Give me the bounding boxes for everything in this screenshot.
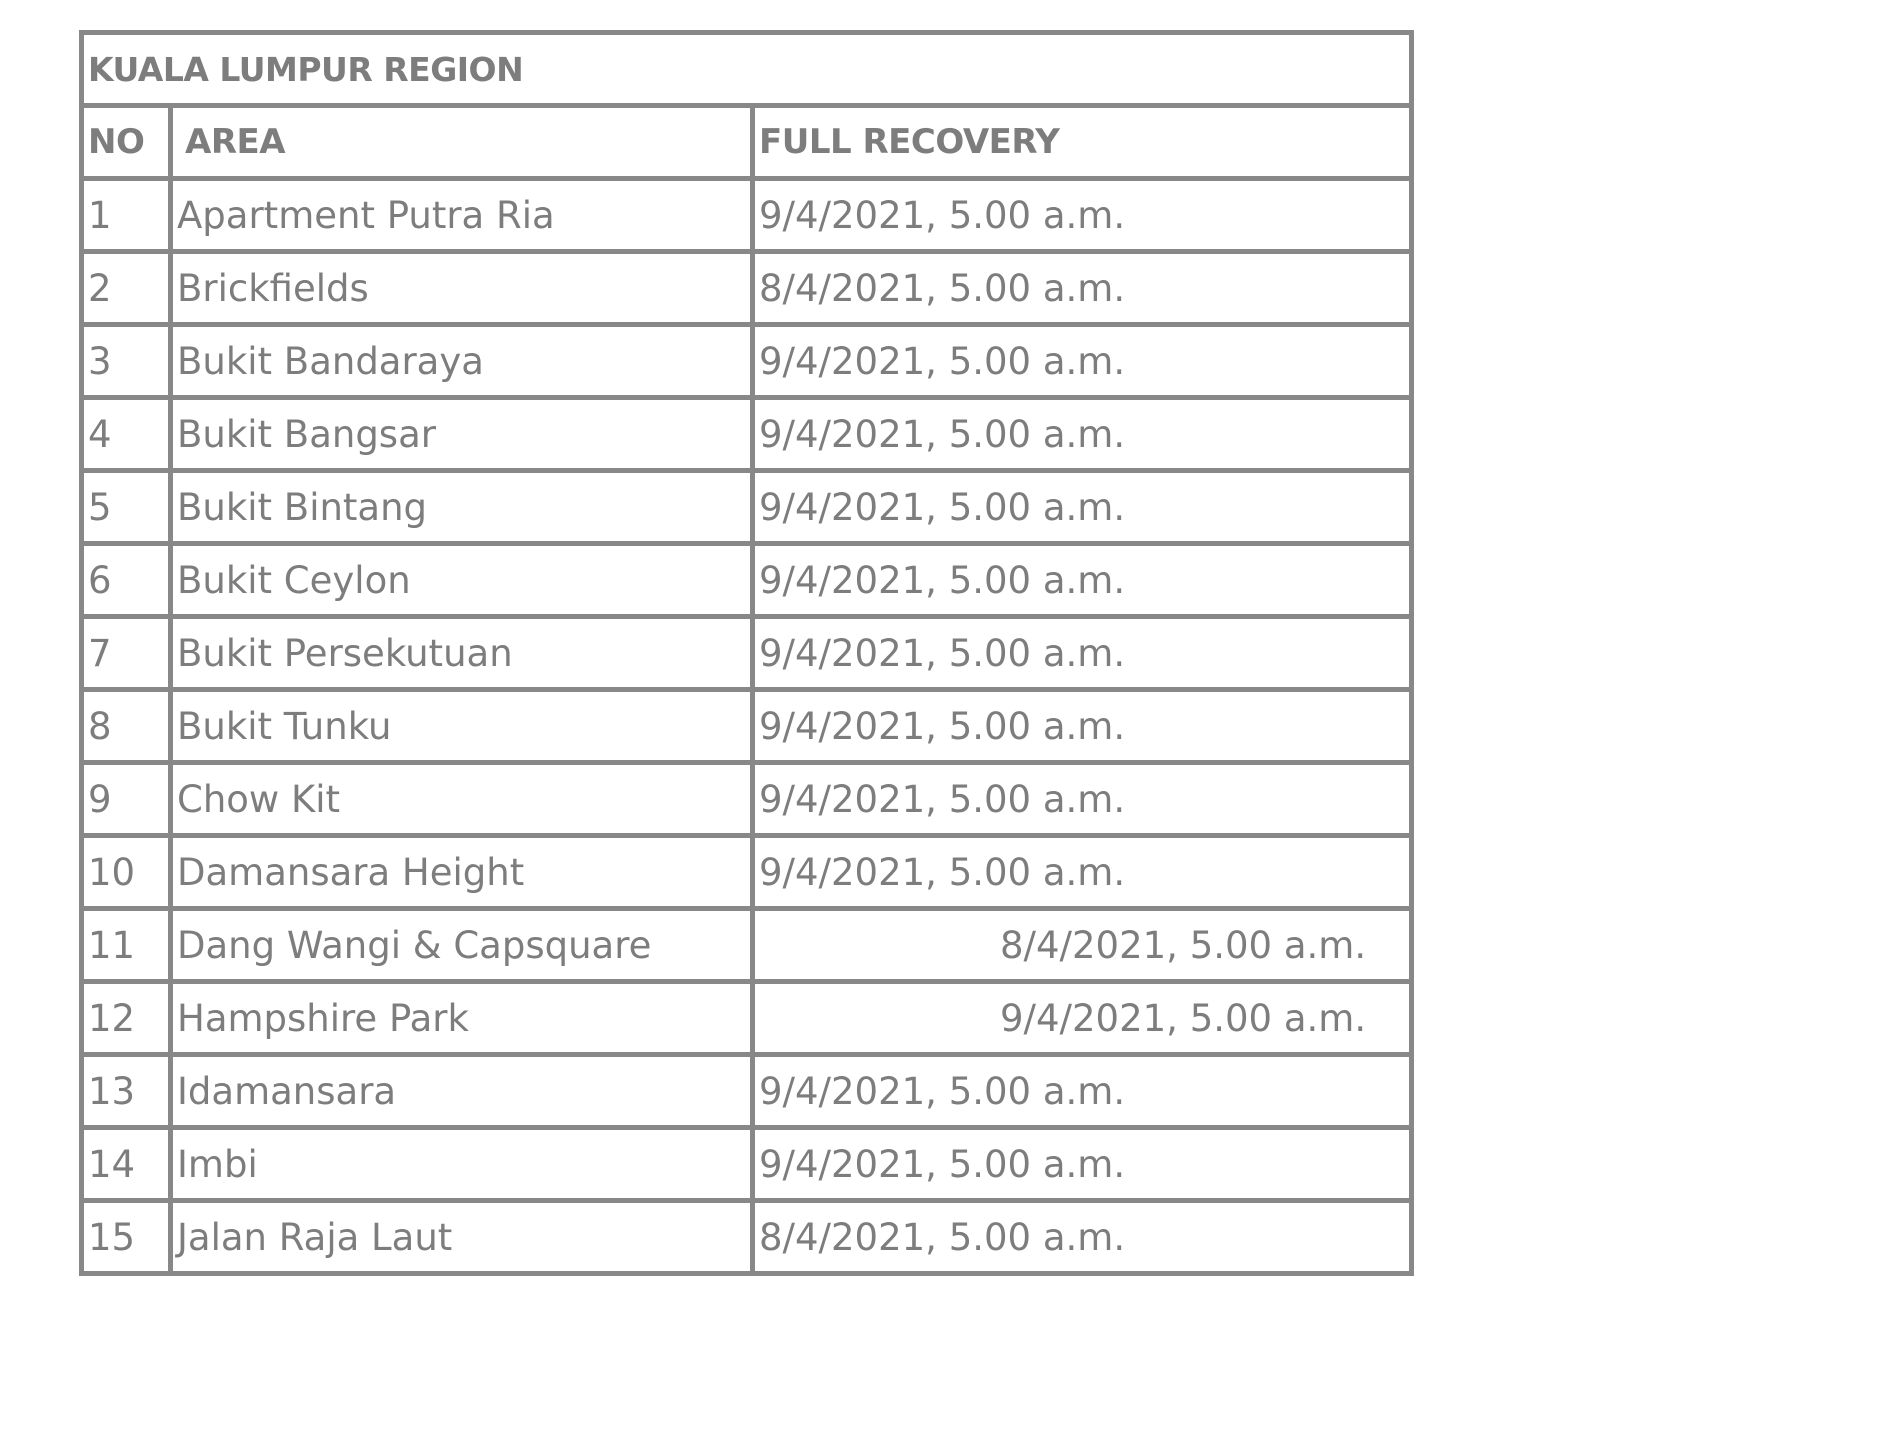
- table-row: [82, 763, 1412, 836]
- area-name: Bukit Bangsar: [171, 398, 753, 471]
- recovery-time: 8/4/2021, 5.00 a.m.: [753, 252, 1412, 325]
- recovery-table: [79, 30, 1414, 1276]
- row-number: 11: [82, 909, 171, 982]
- table-row: [82, 909, 1412, 982]
- recovery-time: 9/4/2021, 5.00 a.m.: [753, 763, 1412, 836]
- column-header-full-recovery: FULL RECOVERY: [753, 106, 1412, 179]
- row-number: 5: [82, 471, 171, 544]
- region-title-row: [82, 33, 1412, 106]
- table-row: [82, 544, 1412, 617]
- area-name: Bukit Ceylon: [171, 544, 753, 617]
- row-number: 13: [82, 1055, 171, 1128]
- recovery-table-container: [79, 30, 1409, 1276]
- table-row: [82, 982, 1412, 1055]
- table-row: [82, 398, 1412, 471]
- table-row: [82, 690, 1412, 763]
- row-number: 3: [82, 325, 171, 398]
- recovery-time: 9/4/2021, 5.00 a.m.: [753, 325, 1412, 398]
- row-number: 1: [82, 179, 171, 252]
- recovery-time: 9/4/2021, 5.00 a.m.: [753, 179, 1412, 252]
- row-number: 6: [82, 544, 171, 617]
- column-header-area: AREA: [171, 106, 753, 179]
- row-number: 8: [82, 690, 171, 763]
- area-name: Jalan Raja Laut: [171, 1201, 753, 1274]
- recovery-time: 8/4/2021, 5.00 a.m.: [753, 909, 1412, 982]
- area-name: Apartment Putra Ria: [171, 179, 753, 252]
- row-number: 15: [82, 1201, 171, 1274]
- table-row: [82, 1055, 1412, 1128]
- area-name: Hampshire Park: [171, 982, 753, 1055]
- row-number: 7: [82, 617, 171, 690]
- recovery-time: 8/4/2021, 5.00 a.m.: [753, 1201, 1412, 1274]
- recovery-time: 9/4/2021, 5.00 a.m.: [753, 982, 1412, 1055]
- recovery-time: 9/4/2021, 5.00 a.m.: [753, 1055, 1412, 1128]
- table-row: [82, 836, 1412, 909]
- row-number: 14: [82, 1128, 171, 1201]
- row-number: 2: [82, 252, 171, 325]
- area-name: Bukit Tunku: [171, 690, 753, 763]
- table-row: [82, 1128, 1412, 1201]
- area-name: Brickfields: [171, 252, 753, 325]
- row-number: 4: [82, 398, 171, 471]
- table-row: [82, 1201, 1412, 1274]
- header-row: [82, 106, 1412, 179]
- area-name: Dang Wangi & Capsquare: [171, 909, 753, 982]
- recovery-time: 9/4/2021, 5.00 a.m.: [753, 617, 1412, 690]
- area-name: Idamansara: [171, 1055, 753, 1128]
- row-number: 10: [82, 836, 171, 909]
- region-title: KUALA LUMPUR REGION: [82, 33, 1412, 106]
- recovery-time: 9/4/2021, 5.00 a.m.: [753, 690, 1412, 763]
- table-row: [82, 325, 1412, 398]
- row-number: 9: [82, 763, 171, 836]
- recovery-time: 9/4/2021, 5.00 a.m.: [753, 471, 1412, 544]
- table-row: [82, 252, 1412, 325]
- recovery-time: 9/4/2021, 5.00 a.m.: [753, 836, 1412, 909]
- recovery-time: 9/4/2021, 5.00 a.m.: [753, 1128, 1412, 1201]
- table-row: [82, 471, 1412, 544]
- area-name: Bukit Persekutuan: [171, 617, 753, 690]
- column-header-no: NO: [82, 106, 171, 179]
- area-name: Imbi: [171, 1128, 753, 1201]
- row-number: 12: [82, 982, 171, 1055]
- area-name: Chow Kit: [171, 763, 753, 836]
- area-name: Bukit Bandaraya: [171, 325, 753, 398]
- table-row: [82, 179, 1412, 252]
- area-name: Damansara Height: [171, 836, 753, 909]
- table-row: [82, 617, 1412, 690]
- recovery-time: 9/4/2021, 5.00 a.m.: [753, 544, 1412, 617]
- recovery-time: 9/4/2021, 5.00 a.m.: [753, 398, 1412, 471]
- area-name: Bukit Bintang: [171, 471, 753, 544]
